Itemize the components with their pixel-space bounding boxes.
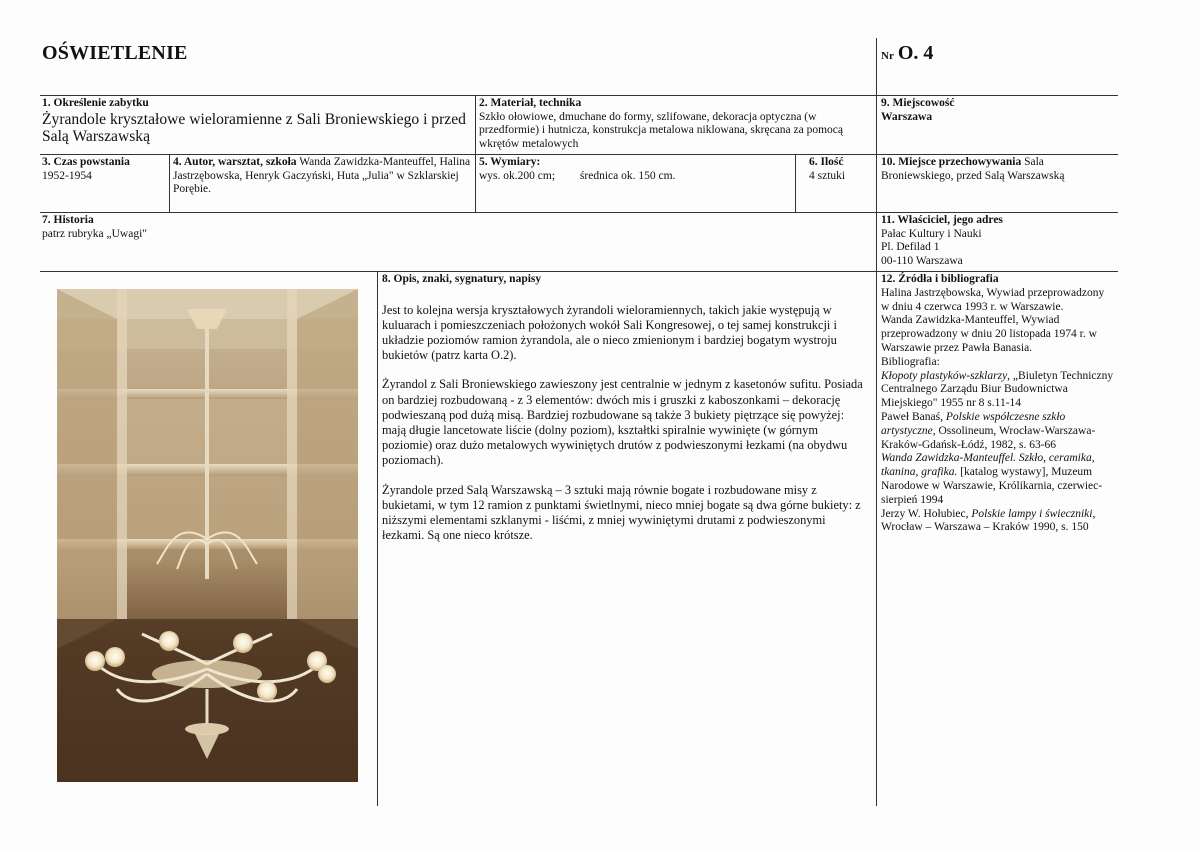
source-text: Halina Jastrzębowska, Wywiad przeprowadzony w dniu 4 czerwca 1993 r. w Warszawie. [881, 286, 1105, 313]
field-11-line: Pl. Defilad 1 [881, 241, 940, 253]
source-title: Polskie współczesne szkło artystyczne [881, 410, 1066, 437]
field-2-label: 2. Materiał, technika [479, 97, 582, 109]
rule-v-c1 [169, 154, 170, 212]
rule-row4-right [876, 271, 1118, 272]
page-title: OŚWIETLENIE [42, 42, 188, 64]
source-entry [881, 508, 1115, 536]
source-entry [881, 287, 1115, 315]
source-text: , „Biuletyn Techniczny Centralnego Zarządu Biur Budownictwa Miejskiego" 1955 nr 8 s.11-14 [881, 369, 1114, 410]
field-3-label: 3. Czas powstania [42, 156, 130, 168]
field-4-label: 4. Autor, warsztat, szkoła [173, 156, 297, 168]
source-text: Wanda Zawidzka-Manteuffel, Wywiad przeprowadzony w dniu 20 listopada 1974 r. w Warszawie przez Pawła Banasia. [881, 314, 1097, 354]
field-4 [173, 156, 471, 197]
field-10-label: 10. Miejsce przechowywania [881, 156, 1022, 168]
field-11-line: Pałac Kultury i Nauki [881, 227, 982, 240]
source-entry [881, 452, 1115, 507]
source-author: Jerzy W. Hołubiec, [881, 507, 972, 520]
field-5-label: 5. Wymiary: [479, 156, 541, 168]
source-text: Bibliografia: [881, 355, 940, 368]
field-2 [479, 97, 871, 153]
field-11 [881, 214, 1113, 268]
source-text: , Wrocław – Warszawa – Kraków 1990, s. 150 [881, 507, 1096, 534]
card-number [881, 42, 933, 65]
field-6-value: 4 sztuki [809, 169, 846, 182]
chandelier-photo [57, 289, 358, 782]
field-7-label: 7. Historia [42, 214, 94, 226]
description-paragraph: Jest to kolejna wersja kryształowych żyrandoli wieloramiennych, takich jakie występują w kuluarach i pomieszczeniach położonych wokół Sali Kongresowej, o tej samej konstrukcji i układzie poziomów ramion żyrandola, ale o nieco zmienionym i bardziej bogatym wystroju bukietów (patrz karta O.2). [382, 302, 837, 363]
field-7 [42, 214, 862, 241]
nr-label: Nr [881, 50, 894, 62]
field-11-label: 11. Właściciel, jego adres [881, 214, 1003, 226]
field-10 [881, 156, 1113, 183]
rule-v-header [876, 38, 877, 95]
field-6 [809, 156, 873, 183]
field-4-value: Wanda Zawidzka-Manteuffel, Halina Jastrzębowska, Henryk Gaczyński, Huta „Julia" w Szklarskiej Porębie. [173, 156, 471, 195]
field-5-diameter: średnica ok. 150 cm. [579, 169, 676, 182]
field-12-label: 12. Źródła i bibliografia [881, 273, 999, 285]
source-entry [881, 411, 1115, 452]
source-entry [881, 314, 1115, 355]
field-9-value: Warszawa [881, 110, 933, 123]
field-8-label: 8. Opis, znaki, sygnatury, napisy [382, 273, 542, 285]
source-title: Kłopoty plastyków-szklarzy [881, 369, 1008, 382]
field-5-height: wys. ok.200 cm; [479, 169, 556, 182]
source-title: Wanda Zawidzka-Manteuffel. Szkło, ceramika, tkanina, grafika. [881, 452, 1095, 479]
description-paragraph: Żyrandole przed Salą Warszawską – 3 sztuki mają równie bogate i rozbudowane misy z bukietami, w tym 12 ramion z punktami świetlnymi, nieco mniej bogate są dwa górne bukiety: z niższymi elementami szklanymi - liśćmi, z mniej wywiniętymi drutami z podwieszonymi łezkami. Są one nieco krótsze. [382, 482, 861, 543]
field-1 [42, 97, 472, 146]
field-5 [479, 156, 791, 183]
field-12 [881, 273, 1115, 535]
rule-row3 [40, 212, 1118, 213]
field-5-values [479, 170, 791, 184]
source-text: , Ossolineum, Wrocław-Warszawa-Kraków-Gdańsk-Łódź, 1982, s. 63-66 [881, 424, 1096, 451]
field-11-line: 00-110 Warszawa [881, 254, 963, 267]
description-paragraph: Żyrandol z Sali Broniewskiego zawieszony jest centralnie w jednym z kasetonów sufitu. Posiada on bardziej rozbudowaną - z 3 elementów: dwóch mis i gruszki z kaboszonkami – dekorację podwieszaną pod dużą misą. Bardziej rozbudowane są także 3 bukiety piętrzące się powyżej: mają długie lancetowate liście (dolny poziom), kształtki spiralnie wywinięte (w górnym poziomie) oraz dużo metalowych wywiniętych drutów z podwieszonymi łezkami (na obydwu poziomach). [382, 377, 863, 468]
chandelier-illustration [57, 289, 358, 782]
source-title: Polskie lampy i świeczniki [971, 507, 1093, 520]
field-6-label: 6. Ilość [809, 156, 844, 168]
field-2-value: Szkło ołowiowe, dmuchane do formy, szlifowane, dekoracja optyczna (w przedformie) i hutnicza, konstrukcja metalowa niklowana, skręcana za pomocą wkrętów metalowych [479, 110, 844, 150]
field-3 [42, 156, 166, 183]
rule-top [40, 95, 1118, 96]
rule-row4 [40, 271, 876, 272]
nr-value: O. 4 [897, 42, 934, 64]
source-text: [katalog wystawy], Muzeum Narodowe w Warszawie, Królikarnia, czerwiec-sierpień 1994 [881, 466, 1103, 506]
field-1-value: Żyrandole kryształowe wieloramienne z Sali Broniewskiego i przed Salą Warszawską [42, 110, 466, 145]
field-3-value: 1952-1954 [42, 169, 92, 182]
field-9-label: 9. Miejscowość [881, 97, 955, 109]
rule-row2 [40, 154, 1118, 155]
field-9 [881, 97, 1111, 124]
field-1-label: 1. Określenie zabytku [42, 97, 149, 109]
source-author: Paweł Banaś, [881, 410, 946, 423]
rule-v-c4 [876, 95, 877, 806]
field-10-value: Sala Broniewskiego, przed Salą Warszawską [881, 156, 1065, 182]
rule-v-c3 [795, 154, 796, 212]
source-entry [881, 356, 1115, 370]
source-entry [881, 370, 1115, 411]
rule-v-c5 [377, 271, 378, 806]
field-8 [382, 273, 870, 557]
rule-v-c2 [475, 95, 476, 212]
field-7-value: patrz rubryka „Uwagi" [42, 227, 147, 240]
